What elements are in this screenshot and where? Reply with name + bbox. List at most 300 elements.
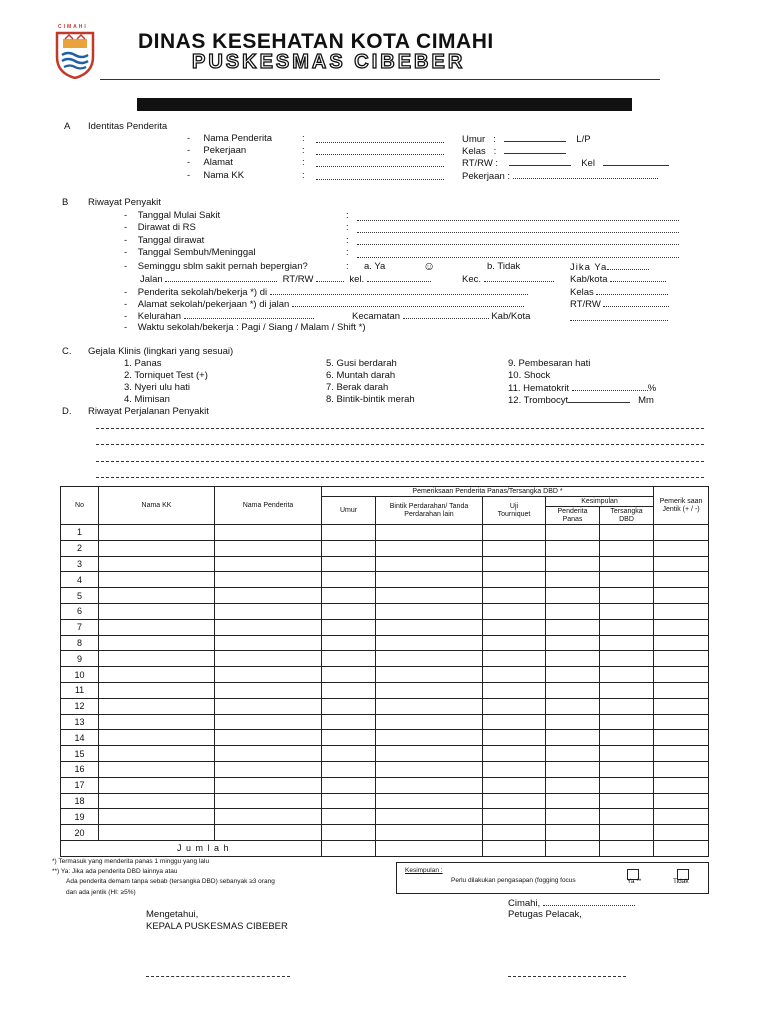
table-cell[interactable] [215,667,322,683]
table-cell[interactable] [322,540,376,556]
table-cell[interactable] [483,588,546,604]
table-cell[interactable] [99,793,215,809]
history-line-1[interactable] [96,428,704,429]
input-tgl-dirawat[interactable] [357,236,679,245]
table-cell[interactable] [483,651,546,667]
table-cell[interactable] [483,667,546,683]
table-cell[interactable] [322,525,376,541]
table-cell[interactable] [600,825,654,841]
table-cell[interactable] [654,556,709,572]
label-pekerjaan-kk: Pekerjaan : [462,170,658,182]
logo-text: CIMAHI [58,24,88,30]
history-line-2[interactable] [96,444,704,445]
symptom[interactable]: 6. Muntah darah [326,370,396,381]
table-cell[interactable] [99,698,215,714]
table-cell[interactable] [654,572,709,588]
table-cell[interactable] [654,698,709,714]
input-dirawat[interactable] [357,224,679,233]
table-row [61,793,709,809]
table-row [61,761,709,777]
section-b-title: Riwayat Penyakit [88,197,161,208]
table-cell[interactable] [483,556,546,572]
table-cell[interactable] [99,761,215,777]
input-travel-kel[interactable] [367,273,431,282]
table-cell[interactable] [546,556,600,572]
table-cell[interactable] [654,761,709,777]
table-row [61,714,709,730]
table-row [61,682,709,698]
table-cell[interactable] [376,556,483,572]
table-cell[interactable] [376,730,483,746]
table-cell[interactable] [600,635,654,651]
table-cell[interactable] [376,603,483,619]
table-cell[interactable] [483,682,546,698]
field-nama-penderita: - Nama Penderita [187,133,273,144]
total-cell[interactable] [654,840,709,856]
table-cell[interactable] [376,682,483,698]
input-travel-kabkota[interactable] [610,273,666,282]
table-cell[interactable] [376,651,483,667]
table-cell[interactable] [215,777,322,793]
col-tersangka: Tersangka DBD [600,507,654,525]
item-travel: - Seminggu sblm sakit pernah bepergian? [124,261,308,272]
input-kecamatan[interactable] [403,310,489,319]
table-cell[interactable] [376,714,483,730]
row-number: 11 [61,682,99,698]
table-cell[interactable] [483,714,546,730]
colon: : [346,235,349,246]
table-cell[interactable] [546,698,600,714]
table-cell[interactable] [99,682,215,698]
input-umur[interactable] [504,133,566,142]
section-c-title: Gejala Klinis (lingkari yang sesuai) [88,346,234,357]
sign-left-2: KEPALA PUSKESMAS CIBEBER [146,921,288,932]
colon: : [346,247,349,258]
symptom[interactable]: 9. Pembesaran hati [508,358,591,369]
colon: : [302,133,305,144]
table-cell[interactable] [654,635,709,651]
table-row [61,556,709,572]
table-cell[interactable] [99,572,215,588]
table-cell[interactable] [546,825,600,841]
table-cell[interactable] [654,540,709,556]
table-cell[interactable] [215,746,322,762]
table-cell[interactable] [546,525,600,541]
table-cell[interactable] [376,825,483,841]
table-cell[interactable] [215,635,322,651]
input-kel[interactable] [603,157,669,166]
history-line-3[interactable] [96,461,704,462]
row-number: 5 [61,588,99,604]
signature-line-left[interactable] [146,976,290,977]
table-cell[interactable] [99,603,215,619]
row-number: 1 [61,525,99,541]
table-cell[interactable] [600,619,654,635]
table-cell[interactable] [654,525,709,541]
colon: : [346,222,349,233]
table-cell[interactable] [376,777,483,793]
row-number: 3 [61,556,99,572]
symptom[interactable]: 3. Nyeri ulu hati [124,382,191,393]
input-rtrw[interactable] [509,157,571,166]
table-cell[interactable] [322,572,376,588]
table-cell[interactable] [654,825,709,841]
table-cell[interactable] [654,746,709,762]
col-bintik: Bintik Perdarahan/ Tanda Perdarahan lain [376,497,483,525]
input-alamat[interactable] [316,158,444,167]
option-tidak[interactable]: b. Tidak [487,261,521,272]
table-cell[interactable] [600,651,654,667]
table-cell[interactable] [483,540,546,556]
input-travel-kec[interactable] [484,273,554,282]
table-cell[interactable] [215,682,322,698]
table-cell[interactable] [322,682,376,698]
item-tgl-dirawat: - Tanggal dirawat [124,235,205,246]
table-cell[interactable] [322,635,376,651]
table-cell[interactable] [600,793,654,809]
table-cell[interactable] [600,556,654,572]
table-cell[interactable] [546,809,600,825]
table-cell[interactable] [483,825,546,841]
kesimpulan-box [396,862,709,894]
symptom[interactable]: 8. Bintik-bintik merah [326,394,415,405]
table-cell[interactable] [215,698,322,714]
table-cell[interactable] [546,540,600,556]
table-cell[interactable] [483,635,546,651]
input-travel-rtrw[interactable] [316,273,344,282]
table-cell[interactable] [483,793,546,809]
section-c-letter: C. [62,346,72,357]
input-pekerjaan-kk[interactable] [513,170,658,179]
table-cell[interactable] [600,603,654,619]
table-cell[interactable] [215,588,322,604]
table-cell[interactable] [483,525,546,541]
table-cell[interactable] [322,603,376,619]
item-school-address: - Alamat sekolah/pekerjaan *) di jalan [124,298,524,310]
table-cell[interactable] [99,525,215,541]
table-cell[interactable] [215,603,322,619]
table-cell[interactable] [483,761,546,777]
table-cell[interactable] [600,698,654,714]
table-cell[interactable] [215,572,322,588]
table-cell[interactable] [546,572,600,588]
table-cell[interactable] [99,556,215,572]
input-hematokrit[interactable] [572,382,648,391]
table-cell[interactable] [322,714,376,730]
table-cell[interactable] [600,730,654,746]
input-school[interactable] [270,286,528,295]
table-cell[interactable] [483,698,546,714]
table-cell[interactable] [215,761,322,777]
field-label: Nama Penderita [203,133,273,144]
table-cell[interactable] [546,603,600,619]
option-ya[interactable]: a. Ya [364,261,386,272]
input-jalan[interactable] [165,273,277,282]
input-tgl-sembuh[interactable] [357,249,679,258]
sign-right: Petugas Pelacak, [508,909,582,920]
table-cell[interactable] [215,540,322,556]
table-cell[interactable] [376,525,483,541]
section-b-letter: B [62,197,69,208]
table-cell[interactable] [600,682,654,698]
colon: : [346,210,349,221]
col-kesimpulan: Kesimpulan [546,497,654,507]
table-row [61,730,709,746]
label-ya: Ya ** [627,878,642,885]
travel-kabkota: Kab/kota [570,273,666,285]
table-cell[interactable] [483,746,546,762]
section-a-letter: A [64,121,71,132]
table-cell[interactable] [654,667,709,683]
label-kelas: Kelas : [462,145,566,157]
table-cell[interactable] [99,667,215,683]
colon: : [302,157,305,168]
table-cell[interactable] [654,777,709,793]
row-number: 20 [61,825,99,841]
col-umur: Umur [322,497,376,525]
symptom-hematokrit[interactable]: 11. Hematokrit % [508,383,657,394]
table-cell[interactable] [600,777,654,793]
table-cell[interactable] [546,682,600,698]
table-cell[interactable] [600,525,654,541]
input-nama-penderita[interactable] [316,134,444,143]
table-cell[interactable] [215,793,322,809]
symptom[interactable]: 1. Panas [124,358,162,369]
table-cell[interactable] [376,761,483,777]
colon: : [302,170,305,181]
label-lp[interactable]: L/P [576,134,591,145]
col-no: No [61,487,99,525]
section-a-title: Identitas Penderita [88,121,168,132]
row-number: 13 [61,714,99,730]
table-cell[interactable] [99,540,215,556]
table-cell[interactable] [322,667,376,683]
table-cell[interactable] [654,588,709,604]
row-number: 14 [61,730,99,746]
note-1: *) Termasuk yang menderita panas 1 minggu yang lalu [52,858,210,865]
table-cell[interactable] [322,761,376,777]
table-cell[interactable] [600,746,654,762]
table-cell[interactable] [322,730,376,746]
row-number: 19 [61,809,99,825]
label-umur: Umur : L/P [462,134,591,145]
col-nama-kk: Nama KK [99,487,215,525]
table-cell[interactable] [215,619,322,635]
table-cell[interactable] [546,793,600,809]
table-cell[interactable] [99,588,215,604]
table-cell[interactable] [322,588,376,604]
table-row [61,525,709,541]
total-cell[interactable] [322,840,376,856]
table-cell[interactable] [99,651,215,667]
table-cell[interactable] [376,572,483,588]
input-tgl-mulai[interactable] [357,212,679,221]
label-kel: Kel [581,158,595,169]
table-row [61,825,709,841]
table-cell[interactable] [654,730,709,746]
row-number: 7 [61,619,99,635]
smiley-icon: ☺ [423,259,436,273]
table-cell[interactable] [322,746,376,762]
table-cell[interactable] [99,809,215,825]
table-cell[interactable] [322,809,376,825]
table-cell[interactable] [654,714,709,730]
table-cell[interactable] [546,651,600,667]
table-cell[interactable] [376,793,483,809]
sign-left-1: Mengetahui, [146,909,199,920]
table-cell[interactable] [215,809,322,825]
row-number: 9 [61,651,99,667]
table-cell[interactable] [600,588,654,604]
kesimpulan-text: Perlu dilakukan pengasapan (fogging focus [451,877,576,884]
table-cell[interactable] [215,825,322,841]
table-row [61,667,709,683]
table-cell[interactable] [376,540,483,556]
row-number: 15 [61,746,99,762]
row-number: 2 [61,540,99,556]
logo-emblem-icon [52,31,98,79]
table-cell[interactable] [483,730,546,746]
table-cell[interactable] [546,714,600,730]
table-cell[interactable] [600,540,654,556]
input-jika[interactable] [607,261,649,270]
table-cell[interactable] [600,809,654,825]
table-row [61,588,709,604]
field-pekerjaan: - Pekerjaan [187,145,247,156]
symptom-trombocyt[interactable]: 12. Trombocyt Mm [508,395,654,406]
table-cell[interactable] [546,619,600,635]
label-jika-ya: Jika Ya [570,261,649,273]
table-cell[interactable] [546,746,600,762]
table-cell[interactable] [546,635,600,651]
table-cell[interactable] [654,603,709,619]
table-cell[interactable] [483,572,546,588]
table-cell[interactable] [322,556,376,572]
table-cell[interactable] [215,651,322,667]
table-cell[interactable] [99,714,215,730]
table-cell[interactable] [322,619,376,635]
input-nama-kk[interactable] [316,171,444,180]
table-cell[interactable] [322,825,376,841]
history-line-4[interactable] [96,477,704,478]
org-title: DINAS KESEHATAN KOTA CIMAHI [138,30,494,53]
table-cell[interactable] [546,777,600,793]
table-cell[interactable] [99,619,215,635]
table-cell[interactable] [322,777,376,793]
field-label: Nama KK [203,170,245,181]
table-cell[interactable] [376,667,483,683]
input-school-address[interactable] [292,298,524,307]
total-row [61,840,709,856]
table-cell[interactable] [99,825,215,841]
school-rtrw: RT/RW [570,298,669,310]
table-cell[interactable] [546,730,600,746]
symptom[interactable]: 10. Shock [508,370,551,381]
input-pekerjaan[interactable] [316,146,444,155]
table-cell[interactable] [600,667,654,683]
symptom[interactable]: 7. Berak darah [326,382,389,393]
table-cell[interactable] [654,682,709,698]
table-cell[interactable] [376,809,483,825]
total-cell[interactable] [546,840,600,856]
colon: : [302,145,305,156]
table-cell[interactable] [215,525,322,541]
table-cell[interactable] [600,761,654,777]
table-cell[interactable] [546,667,600,683]
table-cell[interactable] [99,746,215,762]
table-cell[interactable] [99,730,215,746]
table-cell[interactable] [215,714,322,730]
section-d-letter: D. [62,406,72,417]
table-cell[interactable] [376,635,483,651]
total-cell[interactable] [600,840,654,856]
table-cell[interactable] [376,698,483,714]
total-cell[interactable] [376,840,483,856]
table-row [61,777,709,793]
table-cell[interactable] [376,746,483,762]
item-tgl-sembuh: - Tanggal Sembuh/Meninggal [124,247,256,258]
col-jentik: Pemerik saan Jentik (+ / -) [654,487,709,525]
total-cell[interactable] [483,840,546,856]
symptom[interactable]: 2. Torniquet Test (+) [124,370,208,381]
symptom[interactable]: 4. Mimisan [124,394,170,405]
school-kabkota-line[interactable] [570,312,668,321]
input-kelurahan[interactable] [184,310,314,319]
table-cell[interactable] [483,603,546,619]
input-kelas[interactable] [504,145,566,154]
table-cell[interactable] [654,619,709,635]
row-number: 18 [61,793,99,809]
header-rule [100,79,660,80]
table-cell[interactable] [322,651,376,667]
table-cell[interactable] [376,588,483,604]
table-cell[interactable] [483,809,546,825]
symptom[interactable]: 5. Gusi berdarah [326,358,397,369]
table-cell[interactable] [215,730,322,746]
label-tidak: Tidak [673,878,689,885]
col-uji: Uji Tourniquet [483,497,546,525]
table-cell[interactable] [483,619,546,635]
table-cell[interactable] [99,635,215,651]
table-cell[interactable] [322,698,376,714]
table-cell[interactable] [600,572,654,588]
table-cell[interactable] [546,588,600,604]
table-cell[interactable] [546,761,600,777]
input-date[interactable] [543,897,635,906]
table-cell[interactable] [654,793,709,809]
table-cell[interactable] [654,809,709,825]
table-cell[interactable] [483,777,546,793]
row-number: 4 [61,572,99,588]
table-cell[interactable] [600,714,654,730]
table-cell[interactable] [654,651,709,667]
row-number: 8 [61,635,99,651]
signature-line-right[interactable] [508,976,626,977]
table-cell[interactable] [322,793,376,809]
field-alamat: - Alamat [187,157,233,168]
table-cell[interactable] [376,619,483,635]
table-cell[interactable] [215,556,322,572]
table-cell[interactable] [99,777,215,793]
place-date: Cimahi, [508,897,635,909]
note-2: **) Ya: Jika ada penderita DBD lainnya atau [52,868,178,875]
travel-kec: Kec. [462,273,554,285]
row-number: 10 [61,667,99,683]
title-bar [137,98,632,111]
input-school-kelas[interactable] [596,286,668,295]
input-trombocyt[interactable] [568,394,630,403]
input-school-rtrw[interactable] [603,298,669,307]
